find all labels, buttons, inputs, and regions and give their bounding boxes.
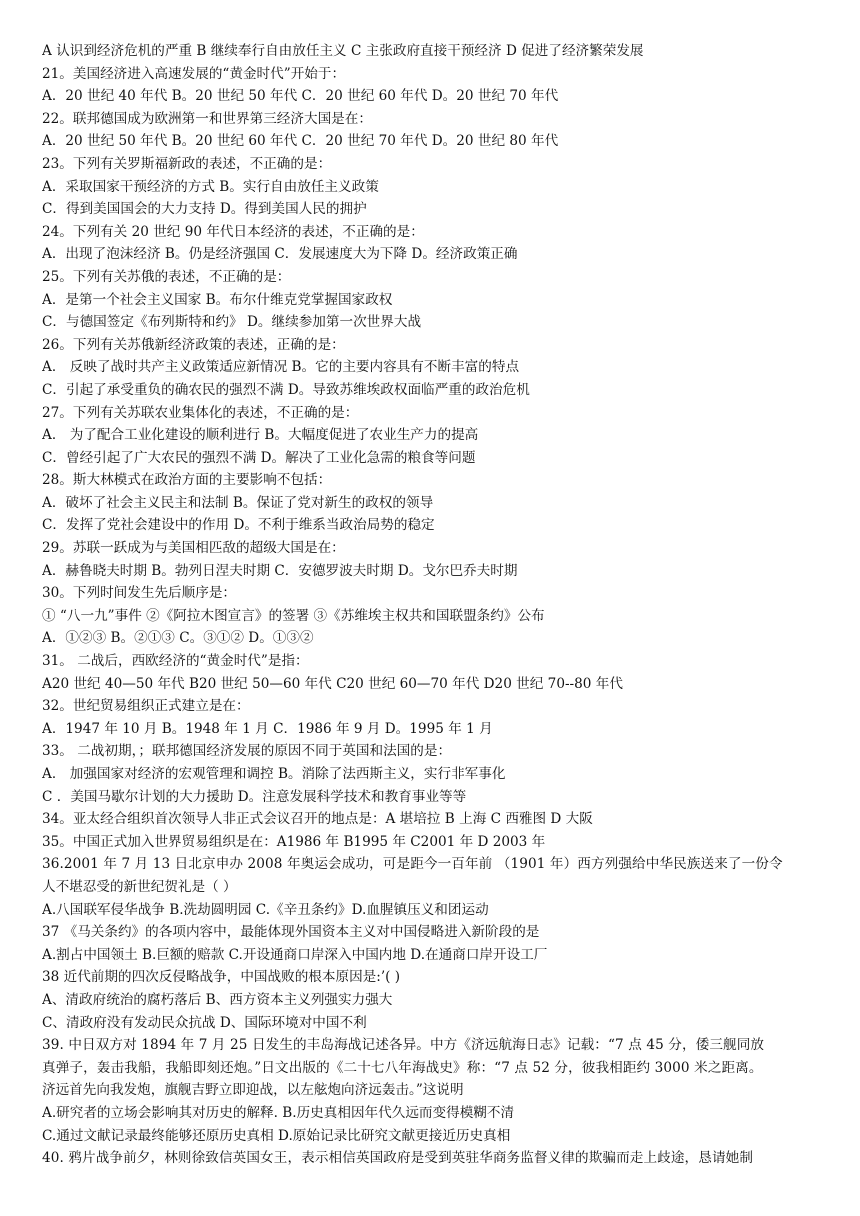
question-26: 26。下列有关苏俄新经济政策的表述，正确的是： (42, 336, 345, 353)
question-34: 34。亚太经合组织首次领导人非正式会议召开的地点是：A 堪培拉 B 上海 C 西雅图 D 大阪 (42, 811, 593, 828)
question-27: 27。下列有关苏联农业集体化的表述，不正确的是： (42, 404, 359, 421)
question-28: 28。斯大林模式在政治方面的主要影响不包括： (42, 472, 332, 489)
options-33-cd: C ．美国马歇尔计划的大力援助 D。注意发展科学技术和教育事业等等 (42, 788, 467, 805)
options-27-cd: C．曾经引起了广大农民的强烈不满 D。解决了工业化急需的粮食等问题 (42, 449, 476, 466)
question-39-line-1: 39. 中日双方对 1894 年 7 月 25 日发生的丰岛海战记述各异。中方《济远航海日志》记载：“7 点 45 分，倭三舰同放 (42, 1037, 765, 1054)
options-26-cd: C．引起了承受重负的确农民的强烈不满 D。导致苏维埃政权面临严重的政治危机 (42, 381, 530, 398)
options-23-ab: A．采取国家干预经济的方式 B。实行自由放任主义政策 (42, 178, 379, 195)
options-24: A．出现了泡沫经济 B。仍是经济强国 C．发展速度大为下降 D。经济政策正确 (42, 246, 518, 263)
exam-page (42, 40, 832, 1170)
question-37: 37 《马关条约》的各项内容中，最能体现外国资本主义对中国侵略进入新阶段的是 (42, 924, 540, 941)
question-30: 30。下列时间发生先后顺序是： (42, 585, 237, 602)
question-29: 29。苏联一跃成为与美国相匹敌的超级大国是在： (42, 540, 345, 557)
options-38-cd: C、清政府没有发动民众抗战 D、国际环境对中国不利 (42, 1014, 367, 1031)
options-21: A．20 世纪 40 年代 B。20 世纪 50 年代 C．20 世纪 60 年代 D。20 世纪 70 年代 (42, 88, 559, 105)
question-33: 33。 二战初期，；联邦德国经济发展的原因不同于英国和法国的是： (42, 743, 452, 760)
options-36: A.八国联军侵华战争 B.洗劫圆明园 C.《辛丑条约》D.血腥镇压义和团运动 (42, 901, 489, 918)
question-25: 25。下列有关苏俄的表述，不正确的是： (42, 268, 291, 285)
question-36-line-2: 人不堪忍受的新世纪贺礼是（ ） (42, 878, 237, 895)
options-22: A．20 世纪 50 年代 B。20 世纪 60 年代 C．20 世纪 70 年代 D。20 世纪 80 年代 (42, 133, 559, 150)
question-32: 32。世纪贸易组织正式建立是在： (42, 698, 250, 715)
options-27-ab: A． 为了配合工业化建设的顺利进行 B。大幅度促进了农业生产力的提高 (42, 427, 479, 444)
question-24: 24。下列有关 20 世纪 90 年代日本经济的表述，不正确的是： (42, 223, 424, 240)
options-39-cd: C.通过文献记录最终能够还原历史真相 D.原始记录比研究文献更接近历史真相 (42, 1127, 511, 1144)
question-21: 21。美国经济进入高速发展的“黄金时代”开始于： (42, 65, 346, 82)
options-38-ab: A、清政府统治的腐朽落后 B、西方资本主义列强实力强大 (42, 991, 393, 1008)
options-30: A．①②③ B。②①③ C。③①② D。①③② (42, 630, 314, 647)
options-25-ab: A．是第一个社会主义国家 B。布尔什维克党掌握国家政权 (42, 291, 393, 308)
options-26-ab: A． 反映了战时共产主义政策适应新情况 B。它的主要内容具有不断丰富的特点 (42, 359, 520, 376)
options-28-ab: A．破坏了社会主义民主和法制 B。保证了党对新生的政权的领导 (42, 494, 434, 511)
question-35: 35。中国正式加入世界贸易组织是在：A1986 年 B1995 年 C2001 年 D 2003 年 (42, 833, 546, 850)
question-38: 38 近代前期的四次反侵略战争，中国战败的根本原因是:’( ) (42, 969, 401, 986)
events-30: ① “八一九”事件 ②《阿拉木图宣言》的签署 ③《苏维埃主权共和国联盟条约》公布 (42, 607, 545, 624)
question-36-line-1: 36.2001 年 7 月 13 日北京申办 2008 年奥运会成功，可是距今一百年前 （1901 年）西方列强给中华民族送来了一份令 (42, 856, 783, 873)
question-39-line-2: 真弹子，轰击我船，我船即刻还炮。”日文出版的《二十七八年海战史》称：“7 点 52 分，彼我相距约 3000 米之距离。 (42, 1059, 763, 1076)
question-39-line-3: 济远首先向我发炮，旗舰吉野立即迎战，以左舷炮向济远轰击。”这说明 (42, 1082, 464, 1099)
option-line-20: A 认识到经济危机的严重 B 继续奉行自由放任主义 C 主张政府直接干预经济 D 促进了经济繁荣发展 (42, 43, 644, 59)
question-22: 22。联邦德国成为欧洲第一和世界第三经济大国是在： (42, 110, 372, 127)
options-37: A.割占中国领土 B.巨额的赔款 C.开设通商口岸深入中国内地 D.在通商口岸开设工厂 (42, 946, 548, 963)
options-25-cd: C．与德国签定《布列斯特和约》 D。继续参加第一次世界大战 (42, 314, 422, 331)
options-31: A20 世纪 40—50 年代 B20 世纪 50—60 年代 C20 世纪 60—70 年代 D20 世纪 70--80 年代 (42, 675, 623, 692)
options-29: A．赫鲁晓夫时期 B。勃列日涅夫时期 C．安德罗波夫时期 D。戈尔巴乔夫时期 (42, 562, 518, 579)
question-31: 31。 二战后，西欧经济的“黄金时代”是指： (42, 653, 309, 670)
options-33-ab: A． 加强国家对经济的宏观管理和调控 B。消除了法西斯主义，实行非军事化 (42, 766, 506, 782)
options-39-ab: A.研究者的立场会影响其对历史的解释. B.历史真相因年代久远而变得模糊不清 (42, 1104, 515, 1121)
question-40-line-1: 40. 鸦片战争前夕，林则徐致信英国女王，表示相信英国政府是受到英驻华商务监督义律的欺骗而走上歧途，恳请她制 (42, 1150, 754, 1167)
options-28-cd: C．发挥了党社会建设中的作用 D。不利于维系当政治局势的稳定 (42, 517, 435, 534)
question-23: 23。下列有关罗斯福新政的表述，不正确的是： (42, 155, 332, 172)
options-23-cd: C．得到美国国会的大力支持 D。得到美国人民的拥护 (42, 201, 367, 218)
options-32: A．1947 年 10 月 B。1948 年 1 月 C．1986 年 9 月 D。1995 年 1 月 (42, 720, 493, 737)
